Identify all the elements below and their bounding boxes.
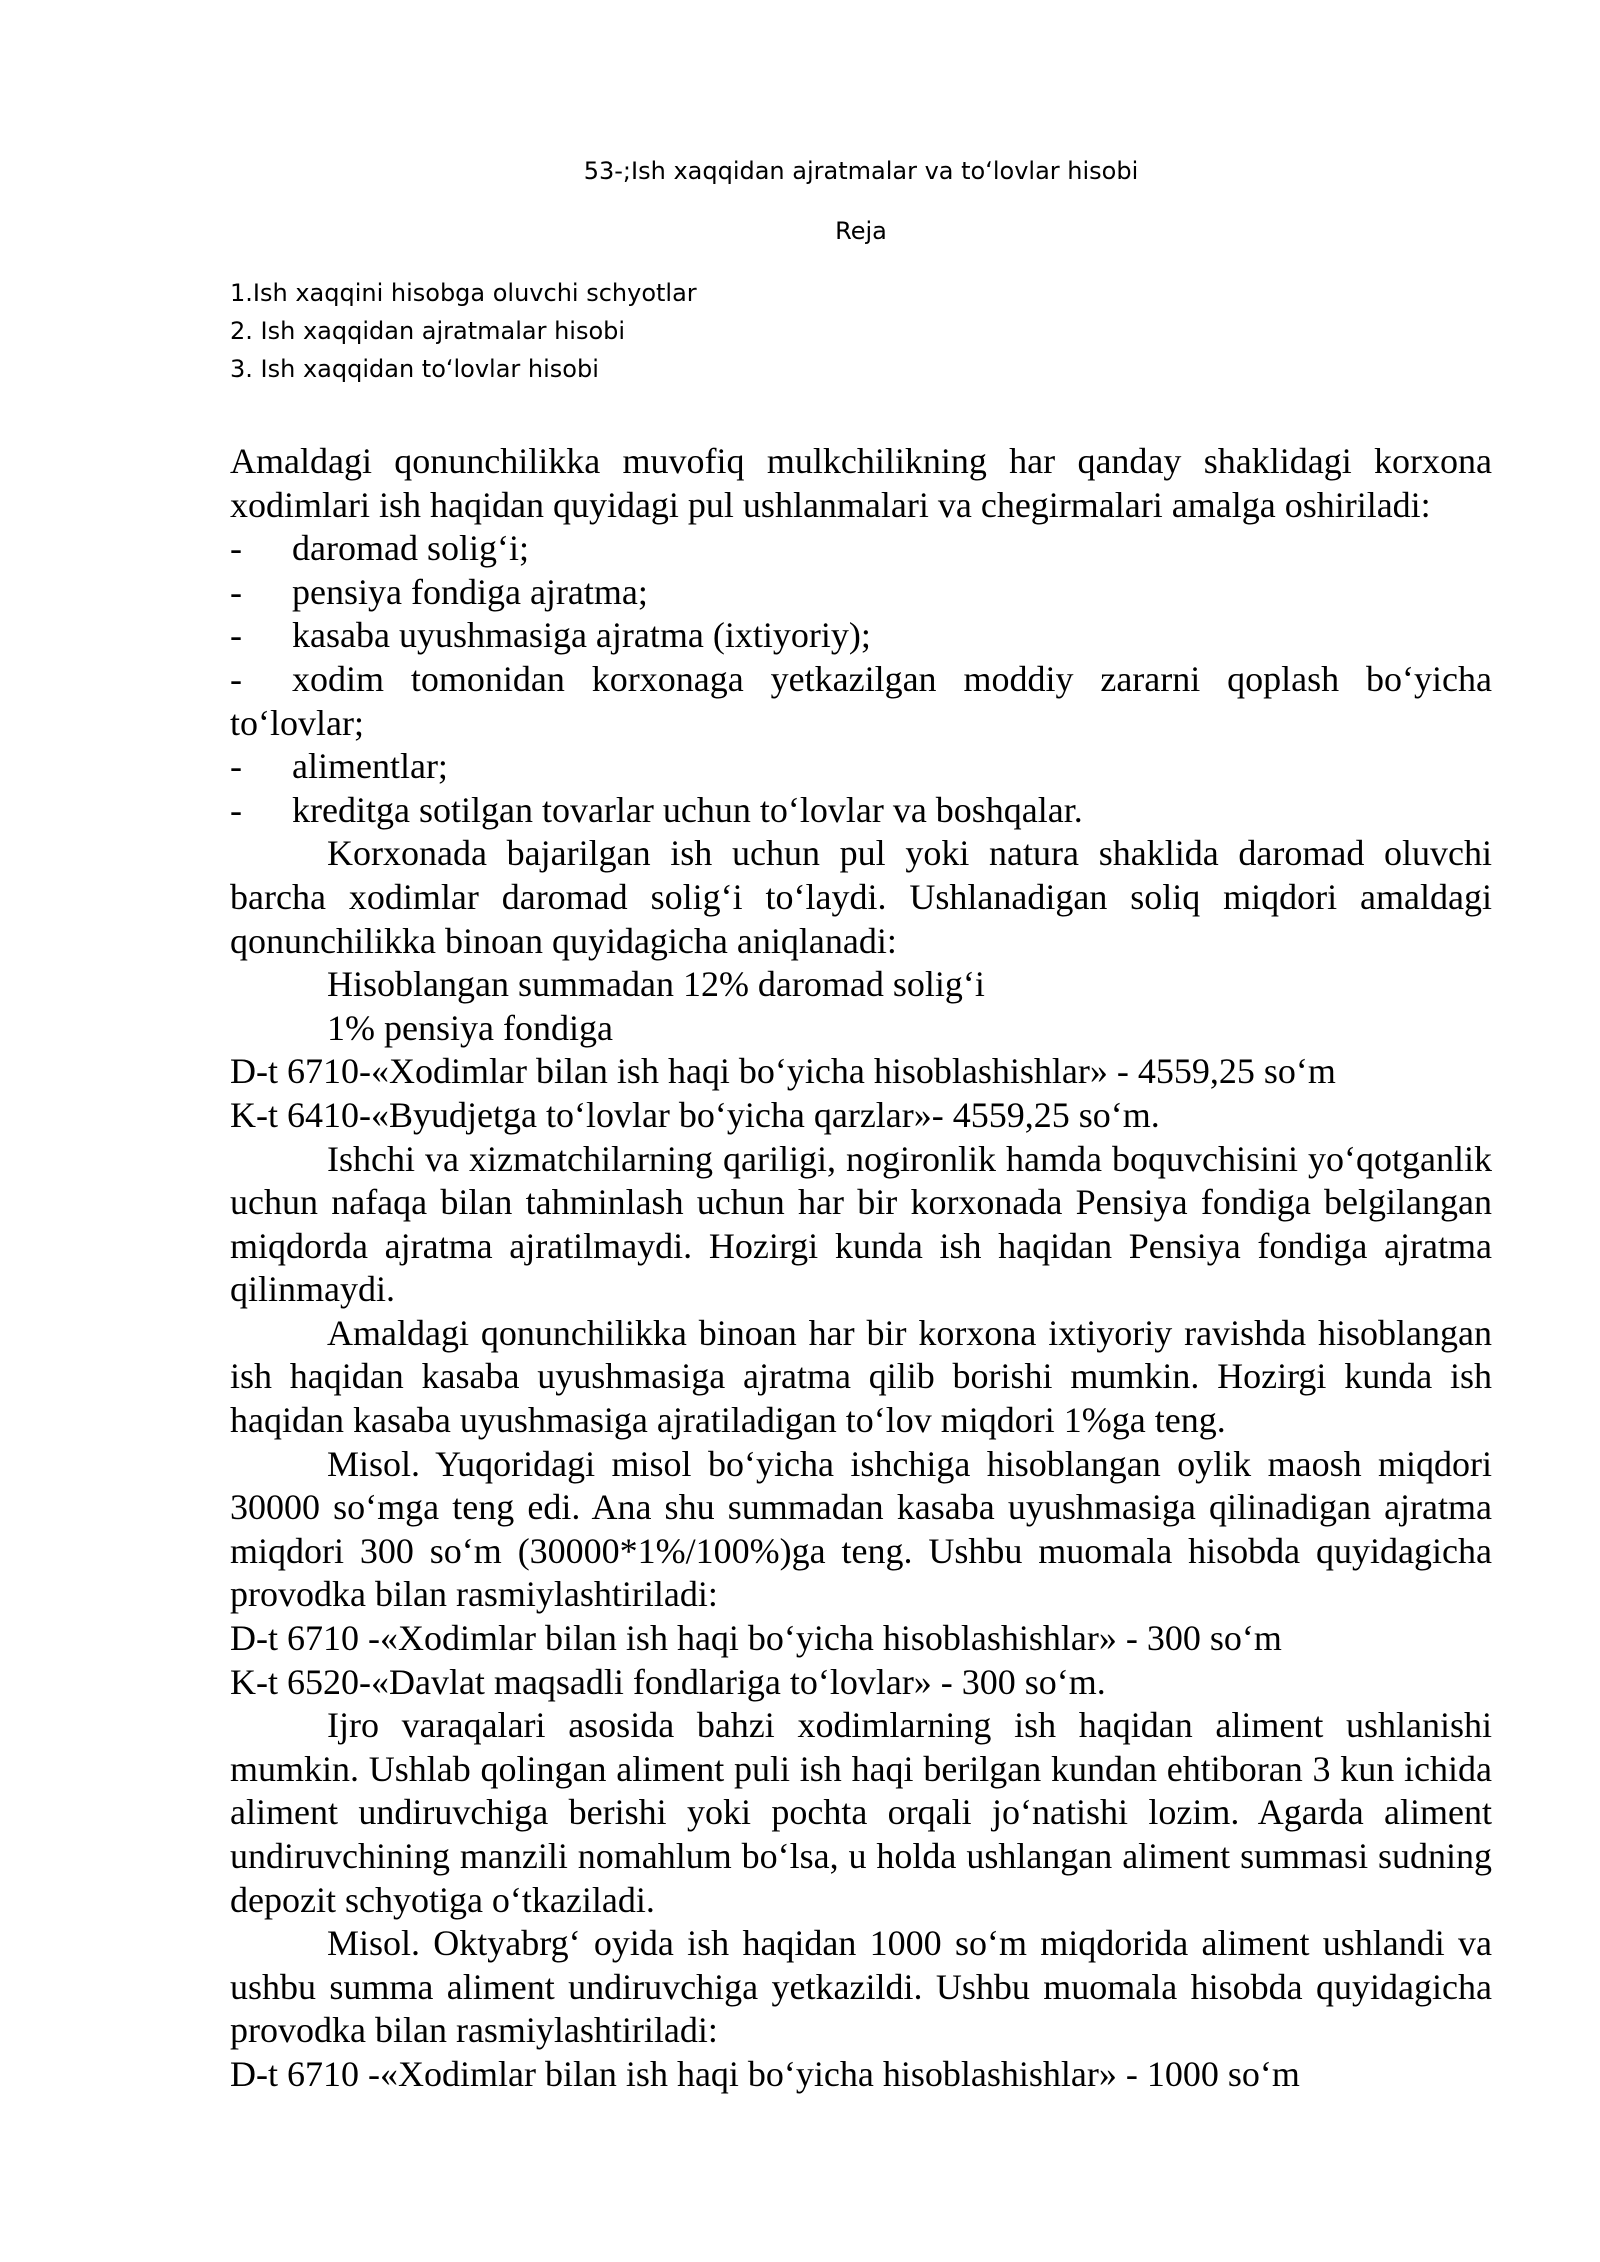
entry-debit-line: D-t 6710 -«Xodimlar bilan ish haqi boʻyicha hisoblashishlar» - 300 soʻm (230, 1618, 1282, 1659)
plan-item: 2. Ish xaqqidan ajratmalar hisobi (230, 317, 626, 345)
list-dash: - (230, 615, 242, 656)
list-item (230, 789, 1492, 833)
list-item (230, 658, 1492, 745)
list-item-text: pensiya fondiga ajratma; (292, 571, 648, 612)
document-title: 53-;Ish xaqqidan ajratmalar va toʻlovlar hisobi (583, 157, 1139, 185)
plan-item: 3. Ish xaqqidan toʻlovlar hisobi (230, 355, 599, 383)
entry-debit-line: D-t 6710 -«Xodimlar bilan ish haqi boʻyicha hisoblashishlar» - 1000 soʻm (230, 2053, 1300, 2094)
list-item (230, 571, 1492, 615)
list-item (230, 527, 1492, 571)
entry-credit-line: K-t 6520-«Davlat maqsadli fondlariga toʻlovlar» - 300 soʻm. (230, 1661, 1106, 1702)
example-paragraph: Misol. Yuqoridagi misol boʻyicha ishchiga hisoblangan oylik maosh miqdori 30000 soʻmga teng edi. Ana shu summadan kasaba uyushmasiga qilinadigan ajratma miqdori 300 soʻm (30000*1%/100%)ga teng. Ushbu muomala hisobda quyidagicha provodka bilan rasmiylashtiriladi: (230, 1443, 1492, 1615)
list-dash: - (230, 746, 242, 787)
list-item (230, 614, 1492, 658)
tax-paragraph: Korxonada bajarilgan ish uchun pul yoki natura shaklida daromad oluvchi barcha xodimlar daromad soligʻi toʻlaydi. Ushlanadigan soliq miqdori amaldagi qonunchilikka binoan quyidagicha aniqlanadi: (230, 833, 1492, 961)
list-item-text: daromad soligʻi; (292, 528, 529, 569)
list-item-text: kreditga sotilgan tovarlar uchun toʻlovlar va boshqalar. (292, 789, 1083, 830)
list-item-text: alimentlar; (292, 746, 448, 787)
list-dash: - (230, 658, 242, 699)
example-paragraph: Misol. Oktyabrgʻ oyida ish haqidan 1000 soʻm miqdorida aliment ushlandi va ushbu summa aliment undiruvchiga yetkazildi. Ushbu muomala hisobda quyidagicha provodka bilan rasmiylashtiriladi: (230, 1923, 1492, 2051)
plan-item: 1.Ish xaqqini hisobga oluvchi schyotlar (230, 279, 697, 307)
plan-list (230, 274, 697, 388)
intro-paragraph: Amaldagi qonunchilikka muvofiq mulkchilikning har qanday shaklidagi korxona xodimlari ish haqidan quyidagi pul ushlanmalari va chegirmalari amalga oshiriladi: (230, 441, 1492, 525)
list-item-text: kasaba uyushmasiga ajratma (ixtiyoriy); (292, 615, 871, 656)
entry-credit-line: K-t 6410-«Byudjetga toʻlovlar boʻyicha qarzlar»- 4559,25 soʻm. (230, 1094, 1160, 1135)
list-item-text: xodim tomonidan korxonaga yetkazilgan moddiy zararni qoplash boʻyicha toʻlovlar; (230, 658, 1492, 743)
list-item (230, 745, 1492, 789)
pension-rate-line: 1% pensiya fondiga (327, 1007, 613, 1048)
list-dash: - (230, 571, 242, 612)
tax-rate-line: Hisoblangan summadan 12% daromad soligʻi (327, 964, 985, 1005)
plan-heading: Reja (835, 217, 887, 245)
aliment-paragraph: Ijro varaqalari asosida bahzi xodimlarning ish haqidan aliment ushlanishi mumkin. Ushlab qolingan aliment puli ish haqi berilgan kundan ehtiboran 3 kun ichida aliment undiruvchiga berishi yoki pochta orqali joʻnatishi lozim. Agarda aliment undiruvchining manzili nomahlum boʻlsa, u holda ushlangan aliment summasi sudning depozit schyotiga oʻtkaziladi. (230, 1705, 1492, 1920)
list-dash: - (230, 789, 242, 830)
pension-paragraph: Ishchi va xizmatchilarning qariligi, nogironlik hamda boquvchisini yoʻqotganlik uchun nafaqa bilan tahminlash uchun har bir korxonada Pensiya fondiga belgilangan miqdorda ajratma ajratilmaydi. Hozirgi kunda ish haqidan Pensiya fondiga ajratma qilinmaydi. (230, 1138, 1492, 1310)
list-dash: - (230, 528, 242, 569)
entry-debit-line: D-t 6710-«Xodimlar bilan ish haqi boʻyicha hisoblashishlar» - 4559,25 soʻm (230, 1051, 1336, 1092)
document-body (230, 440, 1492, 2097)
union-paragraph: Amaldagi qonunchilikka binoan har bir korxona ixtiyoriy ravishda hisoblangan ish haqidan kasaba uyushmasiga ajratma qilib borishi mumkin. Hozirgi kunda ish haqidan kasaba uyushmasiga ajratiladigan toʻlov miqdori 1%ga teng. (230, 1312, 1492, 1441)
